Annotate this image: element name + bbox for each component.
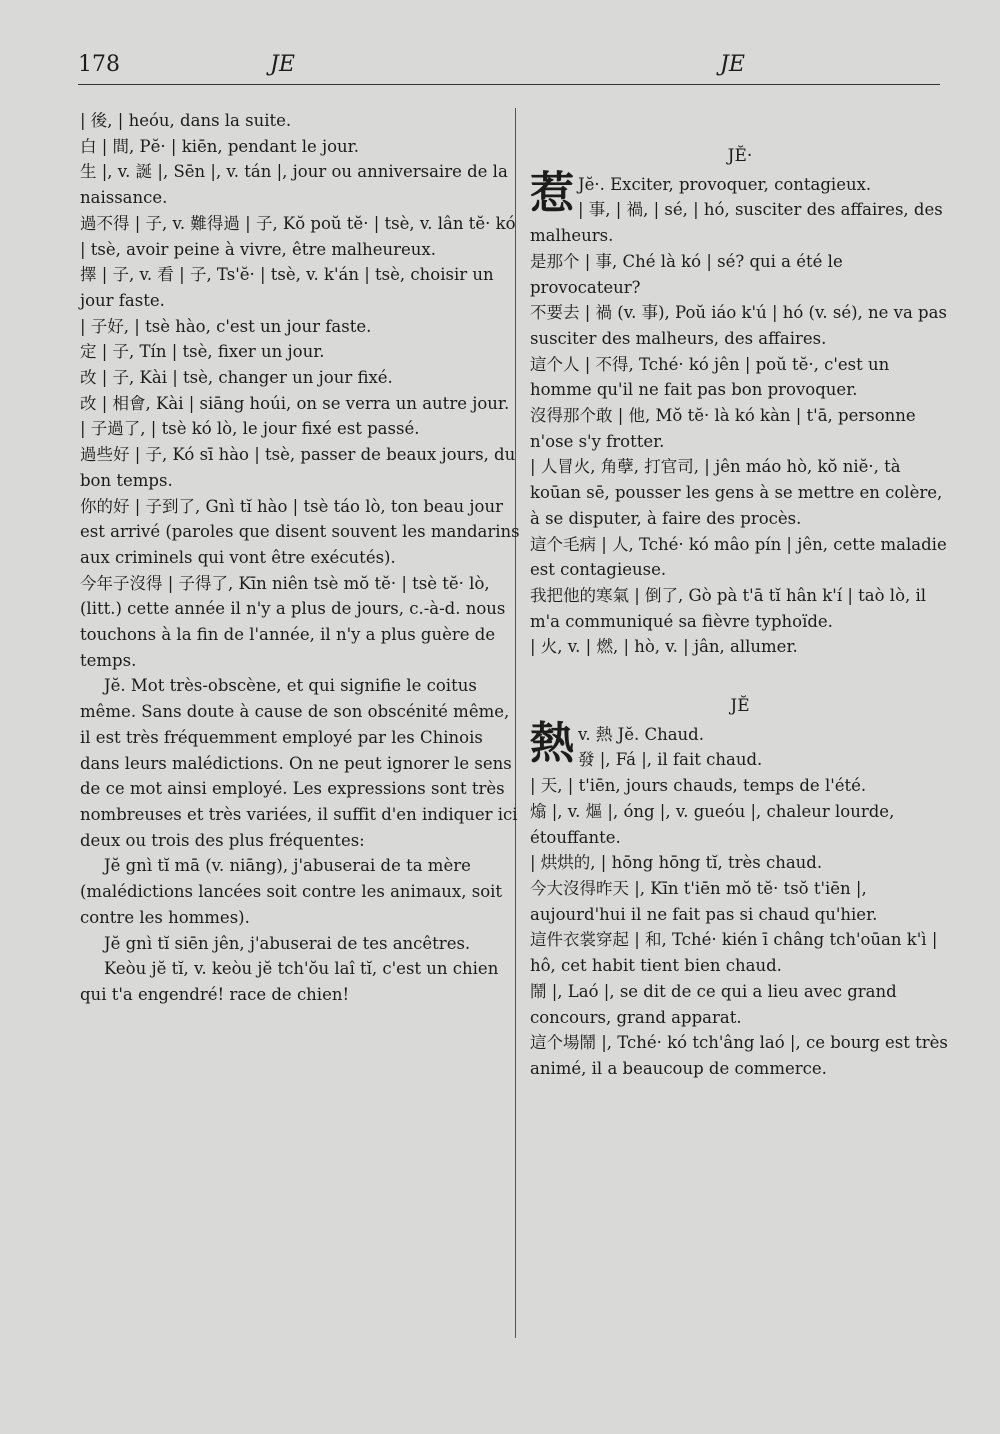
entry: | 人冒火, 角孽, 打官司, | jên máo hò, kŏ niĕ·, tà koūan sē, pousser les gens à se mettre en colère, à se disputer, à faire des procès. bbox=[530, 457, 943, 528]
headword-definition: Jĕ·. Exciter, provoquer, contagieux. bbox=[578, 174, 872, 194]
right-column bbox=[530, 140, 950, 1082]
entry: | 天, | t'iēn, jours chauds, temps de l'été. bbox=[530, 776, 867, 796]
entry: | 事, | 禍, | sé, | hó, susciter des affaires, des malheurs. bbox=[530, 200, 943, 246]
entry: Keòu jĕ tĭ, v. keòu jĕ tch'ŏu laî tĭ, c'est un chien qui t'a engendré! race de chien! bbox=[80, 959, 499, 1004]
running-head-right: JE bbox=[720, 52, 745, 77]
headword-character: 惹 bbox=[530, 167, 574, 219]
entry: 這件衣裳穿起 | 和, Tché· kién ī châng tch'oūan k'ì | hô, cet habit tient bien chaud. bbox=[530, 930, 938, 976]
entry: | 子好, | tsè hào, c'est un jour faste. bbox=[80, 316, 372, 336]
entry: 這个場鬧 |, Tché· kó tch'âng laó |, ce bourg est très animé, il a beaucoup de commerce. bbox=[530, 1033, 948, 1078]
entry: 定 | 子, Tín | tsè, fixer un jour. bbox=[80, 342, 325, 362]
section-heading: JĔ bbox=[730, 696, 750, 717]
left-column bbox=[80, 108, 520, 1008]
entry: 這个人 | 不得, Tché· kó jên | poŭ tĕ·, c'est un homme qu'il ne fait pas bon provoquer. bbox=[530, 354, 890, 400]
entry: 我把他的寒氣 | 倒了, Gò pà t'ā tĭ hân k'í | taò lò, il m'a communiqué sa fièvre typhoïde. bbox=[530, 585, 927, 631]
entry: 這个毛病 | 人, Tché· kó mâo pín | jên, cette maladie est contagieuse. bbox=[530, 534, 947, 580]
entry: 熻 |, v. 熰 |, óng |, v. gueóu |, chaleur lourde, étouffante. bbox=[530, 801, 895, 847]
entry: 是那个 | 事, Ché là kó | sé? qui a été le provocateur? bbox=[530, 251, 843, 297]
entry: 沒得那个敢 | 他, Mŏ tĕ· là kó kàn | t'ā, personne n'ose s'y frotter. bbox=[530, 406, 916, 451]
running-head-left: JE bbox=[270, 52, 295, 77]
entry: 白 | 間, Pĕ· | kiēn, pendant le jour. bbox=[80, 136, 359, 156]
entry: 今大沒得昨天 |, Kīn t'iēn mŏ tĕ· tsŏ t'iēn |, aujourd'hui il ne fait pas si chaud qu'hier. bbox=[530, 878, 878, 924]
entry: Jĕ. Mot très-obscène, et qui signifie le coitus même. Sans doute à cause de son obscénité même, il est très fréquemment employé par les Chinois dans leurs malédictions. On ne peut ignorer le sens de ce mot ainsi employé. Les expressions sont très nombreuses et très variées, il suffit d'en indiquer ici deux ou trois des plus fréquentes: bbox=[80, 676, 518, 850]
headword-definition: v. 熱 Jĕ. Chaud. bbox=[578, 724, 704, 744]
entry: 生 |, v. 誕 |, Sēn |, v. tán |, jour ou anniversaire de la naissance. bbox=[80, 162, 508, 208]
entry: 你的好 | 子到了, Gnì tĭ hào | tsè táo lò, ton beau jour est arrivé (paroles que disent souvent les mandarins aux criminels qui vont être exécutés). bbox=[80, 496, 520, 567]
entry: 改 | 子, Kài | tsè, changer un jour fixé. bbox=[80, 368, 393, 388]
entry: 鬧 |, Laó |, se dit de ce qui a lieu avec grand concours, grand apparat. bbox=[530, 981, 897, 1027]
entry: 發 |, Fá |, il fait chaud. bbox=[578, 750, 763, 770]
page-number: 178 bbox=[78, 52, 120, 77]
headword-character: 熱 bbox=[530, 717, 574, 769]
entry: 過些好 | 子, Kó sī hào | tsè, passer de beaux jours, du bon temps. bbox=[80, 445, 516, 490]
entry: 今年子沒得 | 子得了, Kīn niên tsè mŏ tĕ· | tsè tĕ· lò, (litt.) cette année il n'y a plus de jours, c.-à-d. nous touchons à la fin de l'année, il n'y a plus guère de temps. bbox=[80, 573, 506, 670]
entry: 不要去 | 禍 (v. 事), Poŭ iáo k'ú | hó (v. sé), ne va pas susciter des malheurs, des affaires. bbox=[530, 303, 947, 348]
entry: 過不得 | 子, v. 難得過 | 子, Kŏ poŭ tĕ· | tsè, v. lân tĕ· kó | tsè, avoir peine à vivre, être malheureux. bbox=[80, 213, 516, 259]
entry: Jĕ gnì tĭ siēn jên, j'abuserai de tes ancêtres. bbox=[104, 933, 471, 953]
entry: Jĕ gnì tĭ mā (v. niāng), j'abuserai de ta mère (malédictions lancées soit contre les animaux, soit contre les hommes). bbox=[80, 856, 503, 927]
section-heading: JĔ· bbox=[727, 146, 753, 166]
entry: | 子過了, | tsè kó lò, le jour fixé est passé. bbox=[80, 419, 420, 439]
entry: | 後, | heóu, dans la suite. bbox=[80, 111, 292, 130]
header-rule bbox=[78, 84, 940, 85]
entry: | 烘烘的, | hōng hōng tĭ, très chaud. bbox=[530, 853, 823, 873]
entry: | 火, v. | 燃, | hò, v. | jân, allumer. bbox=[530, 637, 798, 657]
entry: 改 | 相會, Kài | siāng hoúi, on se verra un autre jour. bbox=[80, 393, 510, 413]
entry: 擇 | 子, v. 看 | 子, Ts'ĕ· | tsè, v. k'án | tsè, choisir un jour faste. bbox=[80, 265, 494, 310]
